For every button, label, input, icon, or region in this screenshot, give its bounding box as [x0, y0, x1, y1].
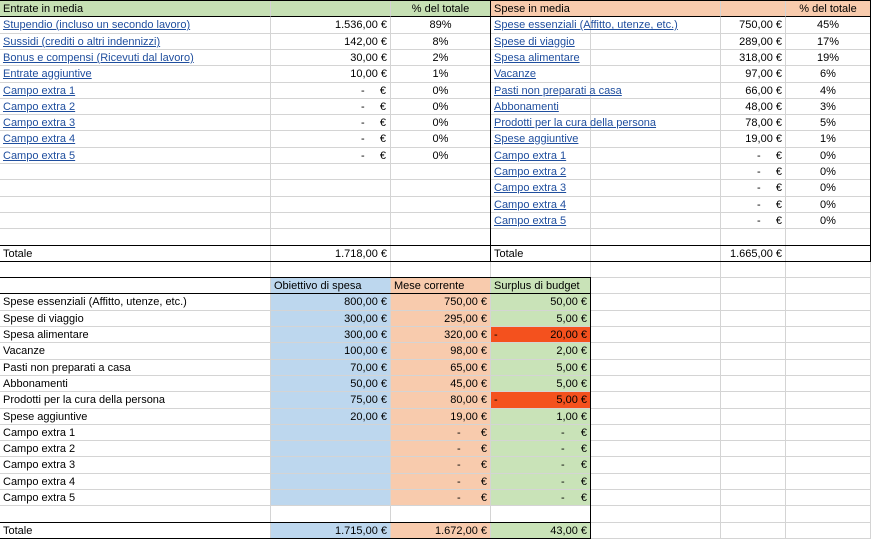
grid-cell[interactable]	[391, 229, 491, 246]
grid-cell[interactable]	[786, 392, 871, 409]
income-pct[interactable]: 0%	[391, 99, 491, 115]
income-value[interactable]: 30,00 €	[271, 50, 391, 66]
surplus-col-header[interactable]: Surplus di budget	[491, 278, 591, 294]
budget-current[interactable]: 295,00 €	[391, 311, 491, 327]
income-pct[interactable]: 1%	[391, 66, 491, 83]
expense-header-blank[interactable]	[721, 1, 786, 17]
income-pct[interactable]: 0%	[391, 148, 491, 164]
grid-cell[interactable]	[391, 246, 491, 262]
expense-pct[interactable]: 3%	[786, 99, 871, 115]
table-border	[0, 277, 591, 278]
grid-cell[interactable]	[721, 392, 786, 409]
income-value[interactable]: 10,00 €	[271, 66, 391, 83]
income-total-value[interactable]: 1.718,00 €	[271, 246, 391, 262]
budget-surplus[interactable]	[491, 474, 591, 490]
accounting-value: €	[775, 150, 782, 162]
grid-cell[interactable]	[786, 490, 871, 506]
grid-cell[interactable]	[0, 278, 271, 294]
budget-target[interactable]	[271, 490, 391, 506]
grid-cell[interactable]	[591, 523, 721, 539]
accounting-sign: -	[457, 443, 461, 455]
table-border	[0, 261, 871, 262]
grid-cell[interactable]	[786, 343, 871, 360]
budget-total-label[interactable]: Totale	[0, 523, 271, 539]
accounting-sign: -	[457, 427, 461, 439]
budget-surplus[interactable]: 2,00 €	[491, 343, 591, 360]
grid-cell[interactable]	[721, 457, 786, 474]
grid-cell[interactable]	[391, 180, 491, 197]
grid-cell[interactable]	[721, 474, 786, 490]
budget-surplus[interactable]	[491, 441, 591, 457]
grid-cell[interactable]	[591, 409, 721, 425]
budget-category[interactable]: Campo extra 4	[0, 474, 271, 490]
accounting-value: €	[379, 85, 386, 97]
grid-cell[interactable]	[0, 213, 271, 229]
grid-cell[interactable]	[786, 425, 871, 441]
expense-value[interactable]	[721, 197, 786, 213]
accounting-value: 20,00 €	[550, 329, 587, 341]
budget-target[interactable]	[271, 441, 391, 457]
budget-current[interactable]	[391, 425, 491, 441]
accounting-sign: -	[361, 117, 365, 129]
expense-label-link[interactable]: Campo extra 2	[491, 164, 721, 180]
income-label-link[interactable]: Campo extra 5	[0, 148, 271, 164]
expense-value[interactable]: 318,00 €	[721, 50, 786, 66]
grid-cell[interactable]	[721, 490, 786, 506]
budget-current[interactable]: 750,00 €	[391, 294, 491, 311]
current-col-header[interactable]: Mese corrente	[391, 278, 491, 294]
expense-label-link[interactable]: Campo extra 3	[491, 180, 721, 197]
grid-cell[interactable]	[591, 311, 721, 327]
grid-cell[interactable]	[721, 294, 786, 311]
budget-current[interactable]: 80,00 €	[391, 392, 491, 409]
budget-surplus[interactable]: 50,00 €	[491, 294, 591, 311]
budget-surplus[interactable]	[491, 457, 591, 474]
grid-cell[interactable]	[591, 490, 721, 506]
accounting-value: €	[480, 427, 487, 439]
expense-label-link[interactable]: Spesa alimentare	[491, 50, 721, 66]
table-border	[0, 538, 591, 539]
expense-value[interactable]	[721, 164, 786, 180]
grid-cell[interactable]	[721, 425, 786, 441]
expense-value[interactable]: 66,00 €	[721, 83, 786, 99]
grid-cell[interactable]	[591, 262, 721, 278]
expense-label-link[interactable]: Vacanze	[491, 66, 721, 83]
grid-cell[interactable]	[786, 523, 871, 539]
expense-total-label[interactable]: Totale	[491, 246, 591, 262]
expense-pct-header[interactable]: % del totale	[786, 1, 871, 17]
expense-label-link[interactable]: Spese aggiuntive	[491, 131, 721, 148]
expense-value[interactable]	[721, 213, 786, 229]
budget-current[interactable]	[391, 490, 491, 506]
income-label-link[interactable]: Campo extra 3	[0, 115, 271, 131]
grid-cell[interactable]	[271, 197, 391, 213]
budget-category[interactable]: Campo extra 3	[0, 457, 271, 474]
income-value[interactable]	[271, 83, 391, 99]
grid-cell[interactable]	[786, 311, 871, 327]
grid-cell[interactable]	[721, 278, 786, 294]
expense-value[interactable]: 97,00 €	[721, 66, 786, 83]
budget-target[interactable]: 100,00 €	[271, 343, 391, 360]
accounting-sign: -	[361, 150, 365, 162]
income-pct[interactable]: 89%	[391, 17, 491, 34]
expense-value[interactable]: 19,00 €	[721, 131, 786, 148]
income-value[interactable]	[271, 131, 391, 148]
grid-cell[interactable]	[491, 262, 591, 278]
income-value[interactable]: 1.536,00 €	[271, 17, 391, 34]
grid-cell[interactable]	[721, 376, 786, 392]
income-header[interactable]: Entrate in media	[0, 1, 271, 17]
expense-value[interactable]: 78,00 €	[721, 115, 786, 131]
table-border	[490, 0, 491, 262]
accounting-sign: -	[561, 476, 565, 488]
budget-surplus[interactable]: 5,00 €	[491, 360, 591, 376]
grid-cell[interactable]	[721, 523, 786, 539]
budget-current[interactable]: 320,00 €	[391, 327, 491, 343]
accounting-value: €	[580, 427, 587, 439]
grid-cell[interactable]	[721, 311, 786, 327]
grid-cell[interactable]	[591, 441, 721, 457]
income-pct-header[interactable]: % del totale	[391, 1, 491, 17]
expense-value[interactable]	[721, 148, 786, 164]
budget-category[interactable]: Spese essenziali (Affitto, utenze, etc.)	[0, 294, 271, 311]
budget-total-surplus[interactable]: 43,00 €	[491, 523, 591, 539]
accounting-sign: -	[561, 492, 565, 504]
grid-cell[interactable]	[591, 343, 721, 360]
income-value[interactable]: 142,00 €	[271, 34, 391, 50]
income-label-link[interactable]: Sussidi (crediti o altri indennizzi)	[0, 34, 271, 50]
accounting-sign: -	[561, 443, 565, 455]
grid-cell[interactable]	[0, 197, 271, 213]
budget-category[interactable]: Campo extra 5	[0, 490, 271, 506]
expense-value[interactable]: 750,00 €	[721, 17, 786, 34]
table-border	[0, 245, 871, 246]
expense-pct[interactable]: 0%	[786, 180, 871, 197]
grid-cell[interactable]	[721, 229, 786, 246]
grid-cell[interactable]	[271, 262, 391, 278]
expense-pct[interactable]: 17%	[786, 34, 871, 50]
accounting-sign: -	[494, 329, 498, 341]
grid-cell[interactable]	[721, 343, 786, 360]
income-label-link[interactable]: Campo extra 4	[0, 131, 271, 148]
accounting-value: €	[775, 199, 782, 211]
expense-label-link[interactable]: Campo extra 1	[491, 148, 721, 164]
grid-cell[interactable]	[786, 246, 871, 262]
grid-cell[interactable]	[591, 294, 721, 311]
grid-cell[interactable]	[786, 376, 871, 392]
accounting-sign: -	[494, 394, 498, 406]
grid-cell[interactable]	[721, 441, 786, 457]
grid-cell[interactable]	[391, 197, 491, 213]
budget-target[interactable]: 300,00 €	[271, 327, 391, 343]
income-value[interactable]	[271, 99, 391, 115]
accounting-sign: -	[757, 166, 761, 178]
accounting-value: €	[379, 117, 386, 129]
income-value[interactable]	[271, 115, 391, 131]
expense-pct[interactable]: 6%	[786, 66, 871, 83]
accounting-value: €	[580, 492, 587, 504]
grid-cell[interactable]	[391, 262, 491, 278]
grid-cell[interactable]	[786, 262, 871, 278]
grid-cell[interactable]	[721, 409, 786, 425]
grid-cell[interactable]	[591, 474, 721, 490]
grid-cell[interactable]	[786, 474, 871, 490]
grid-cell[interactable]	[591, 376, 721, 392]
accounting-sign: -	[361, 101, 365, 113]
grid-cell[interactable]	[721, 262, 786, 278]
grid-cell[interactable]	[721, 327, 786, 343]
budget-surplus-negative[interactable]	[491, 392, 591, 409]
income-header-blank[interactable]	[271, 1, 391, 17]
income-value[interactable]	[271, 148, 391, 164]
budget-surplus[interactable]: 5,00 €	[491, 311, 591, 327]
grid-cell[interactable]	[591, 278, 721, 294]
expense-label-link[interactable]: Pasti non preparati a casa	[491, 83, 721, 99]
accounting-sign: -	[561, 427, 565, 439]
expense-pct[interactable]: 0%	[786, 164, 871, 180]
budget-category[interactable]: Spesa alimentare	[0, 327, 271, 343]
grid-cell[interactable]	[591, 425, 721, 441]
income-label-link[interactable]: Campo extra 1	[0, 83, 271, 99]
budget-target[interactable]	[271, 474, 391, 490]
accounting-sign: -	[457, 459, 461, 471]
grid-cell[interactable]	[786, 506, 871, 523]
accounting-sign: -	[457, 476, 461, 488]
grid-cell[interactable]	[0, 262, 271, 278]
table-border	[0, 293, 591, 294]
expense-value[interactable]: 48,00 €	[721, 99, 786, 115]
grid-cell[interactable]	[271, 213, 391, 229]
accounting-sign: -	[757, 215, 761, 227]
accounting-value: €	[379, 150, 386, 162]
budget-category[interactable]: Prodotti per la cura della persona	[0, 392, 271, 409]
grid-cell[interactable]	[591, 246, 721, 262]
expense-pct[interactable]: 5%	[786, 115, 871, 131]
income-label-link[interactable]: Campo extra 2	[0, 99, 271, 115]
budget-surplus[interactable]	[491, 425, 591, 441]
budget-current[interactable]: 45,00 €	[391, 376, 491, 392]
income-label-link[interactable]: Bonus e compensi (Ricevuti dal lavoro)	[0, 50, 271, 66]
accounting-value: €	[580, 476, 587, 488]
table-border	[870, 0, 871, 262]
budget-current[interactable]: 19,00 €	[391, 409, 491, 425]
income-pct[interactable]: 8%	[391, 34, 491, 50]
accounting-value: €	[775, 166, 782, 178]
expense-label-link[interactable]: Spese di viaggio	[491, 34, 721, 50]
budget-target[interactable]: 75,00 €	[271, 392, 391, 409]
grid-cell[interactable]	[786, 360, 871, 376]
accounting-value: €	[580, 459, 587, 471]
accounting-value: €	[775, 182, 782, 194]
budget-current[interactable]: 98,00 €	[391, 343, 491, 360]
income-label-link[interactable]: Entrate aggiuntive	[0, 66, 271, 83]
accounting-sign: -	[561, 459, 565, 471]
table-border	[0, 522, 591, 523]
accounting-value: €	[480, 443, 487, 455]
grid-cell[interactable]	[271, 506, 391, 523]
budget-category[interactable]: Pasti non preparati a casa	[0, 360, 271, 376]
budget-surplus[interactable]	[491, 490, 591, 506]
budget-category[interactable]: Spese di viaggio	[0, 311, 271, 327]
accounting-value: €	[379, 133, 386, 145]
grid-cell[interactable]	[0, 506, 271, 523]
budget-target[interactable]: 50,00 €	[271, 376, 391, 392]
budget-category[interactable]: Abbonamenti	[0, 376, 271, 392]
budget-surplus[interactable]: 1,00 €	[491, 409, 591, 425]
expense-total-value[interactable]: 1.665,00 €	[721, 246, 786, 262]
grid-cell[interactable]	[271, 164, 391, 180]
grid-cell[interactable]	[271, 180, 391, 197]
accounting-sign: -	[361, 85, 365, 97]
target-col-header[interactable]: Obiettivo di spesa	[271, 278, 391, 294]
expense-label-link[interactable]: Campo extra 5	[491, 213, 721, 229]
table-border	[590, 278, 591, 539]
budget-target[interactable]: 800,00 €	[271, 294, 391, 311]
accounting-value: 5,00 €	[556, 394, 587, 406]
grid-cell[interactable]	[591, 229, 721, 246]
grid-cell[interactable]	[0, 180, 271, 197]
income-pct[interactable]: 0%	[391, 131, 491, 148]
grid-cell[interactable]	[786, 294, 871, 311]
budget-current[interactable]: 65,00 €	[391, 360, 491, 376]
expense-pct[interactable]: 19%	[786, 50, 871, 66]
budget-total-current[interactable]: 1.672,00 €	[391, 523, 491, 539]
budget-category[interactable]: Campo extra 2	[0, 441, 271, 457]
expense-pct[interactable]: 45%	[786, 17, 871, 34]
expense-label-link[interactable]: Abbonamenti	[491, 99, 721, 115]
income-label-link[interactable]: Stupendio (incluso un secondo lavoro)	[0, 17, 271, 34]
budget-target[interactable]: 20,00 €	[271, 409, 391, 425]
expense-pct[interactable]: 0%	[786, 213, 871, 229]
expense-pct[interactable]: 4%	[786, 83, 871, 99]
grid-cell[interactable]	[591, 392, 721, 409]
grid-cell[interactable]	[391, 164, 491, 180]
accounting-value: €	[379, 101, 386, 113]
expense-pct[interactable]: 1%	[786, 131, 871, 148]
grid-cell[interactable]	[591, 506, 721, 523]
income-pct[interactable]: 0%	[391, 115, 491, 131]
accounting-value: €	[775, 215, 782, 227]
accounting-sign: -	[757, 150, 761, 162]
accounting-value: €	[580, 443, 587, 455]
grid-cell[interactable]	[786, 327, 871, 343]
table-border	[0, 0, 871, 1]
grid-cell[interactable]	[591, 457, 721, 474]
grid-cell[interactable]	[721, 506, 786, 523]
grid-cell[interactable]	[786, 457, 871, 474]
budget-category[interactable]: Spese aggiuntive	[0, 409, 271, 425]
budget-target[interactable]	[271, 425, 391, 441]
accounting-value: €	[480, 476, 487, 488]
expense-pct[interactable]: 0%	[786, 197, 871, 213]
accounting-sign: -	[757, 199, 761, 211]
budget-current[interactable]	[391, 441, 491, 457]
budget-total-target[interactable]: 1.715,00 €	[271, 523, 391, 539]
expense-value[interactable]	[721, 180, 786, 197]
grid-cell[interactable]	[0, 229, 271, 246]
grid-cell[interactable]	[491, 229, 591, 246]
grid-cell[interactable]	[591, 327, 721, 343]
budget-target[interactable]: 70,00 €	[271, 360, 391, 376]
grid-cell[interactable]	[0, 164, 271, 180]
accounting-sign: -	[457, 492, 461, 504]
income-pct[interactable]: 2%	[391, 50, 491, 66]
accounting-sign: -	[757, 182, 761, 194]
budget-current[interactable]	[391, 474, 491, 490]
budget-category[interactable]: Vacanze	[0, 343, 271, 360]
grid-cell[interactable]	[721, 360, 786, 376]
grid-cell[interactable]	[786, 278, 871, 294]
accounting-sign: -	[361, 133, 365, 145]
budget-category[interactable]: Campo extra 1	[0, 425, 271, 441]
income-total-label[interactable]: Totale	[0, 246, 271, 262]
expense-label-link[interactable]: Spese essenziali (Affitto, utenze, etc.)	[491, 17, 721, 34]
budget-target[interactable]: 300,00 €	[271, 311, 391, 327]
grid-cell[interactable]	[786, 229, 871, 246]
grid-cell[interactable]	[391, 213, 491, 229]
expense-header[interactable]: Spese in media	[491, 1, 721, 17]
budget-current[interactable]	[391, 457, 491, 474]
income-pct[interactable]: 0%	[391, 83, 491, 99]
grid-cell[interactable]	[786, 409, 871, 425]
grid-cell[interactable]	[786, 441, 871, 457]
grid-cell[interactable]	[491, 506, 591, 523]
grid-cell[interactable]	[391, 506, 491, 523]
grid-cell[interactable]	[271, 229, 391, 246]
expense-label-link[interactable]: Prodotti per la cura della persona	[491, 115, 721, 131]
accounting-value: €	[480, 459, 487, 471]
expense-pct[interactable]: 0%	[786, 148, 871, 164]
expense-value[interactable]: 289,00 €	[721, 34, 786, 50]
accounting-value: €	[480, 492, 487, 504]
grid-cell[interactable]	[591, 360, 721, 376]
budget-surplus[interactable]: 5,00 €	[491, 376, 591, 392]
budget-target[interactable]	[271, 457, 391, 474]
expense-label-link[interactable]: Campo extra 4	[491, 197, 721, 213]
budget-surplus-negative[interactable]	[491, 327, 591, 343]
